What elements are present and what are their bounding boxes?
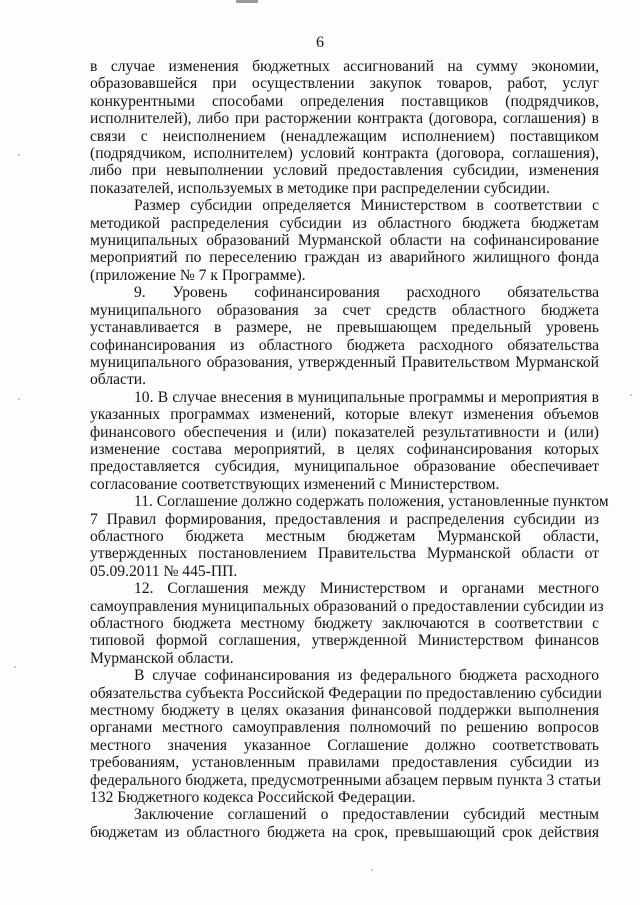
text-line: мероприятий по переселению граждан из аварийного жилищного фонда: [90, 249, 599, 267]
text-line: В случае софинансирования из федерального бюджета расходного: [134, 667, 599, 685]
paragraph: [90, 389, 599, 493]
scan-top-mark: [236, 0, 258, 3]
paragraph: [90, 58, 599, 197]
text-line: 7 Правил формирования, предоставления и распределения субсидии из: [90, 510, 599, 528]
text-line: либо при невыполнении условий предоставления субсидии, изменения: [90, 162, 599, 180]
text-line: муниципального образования, утвержденный Правительством Мурманской: [90, 353, 599, 371]
text-line: (подрядчиком, исполнителем) условий контракта (договора, соглашения),: [90, 145, 599, 163]
text-line: 11. Соглашение должно содержать положения, установленные пунктом: [134, 493, 609, 511]
paragraph: [90, 806, 599, 841]
text-line: устанавливается в размере, не превышающем предельный уровень: [90, 319, 599, 337]
text-line: области.: [90, 371, 147, 389]
paragraph: [90, 197, 599, 284]
text-line: Заключение соглашений о предоставлении субсидий местным: [134, 806, 599, 824]
text-line: показателей, используемых в методике при распределении субсидии.: [90, 179, 550, 197]
text-line: Мурманской области.: [90, 649, 234, 667]
text-line: 9. Уровень софинансирования расходного обязательства: [134, 284, 599, 302]
text-line: 132 Бюджетного кодекса Российской Федерации.: [90, 789, 416, 807]
text-line: Размер субсидии определяется Министерством в соответствии с: [134, 197, 599, 215]
scan-speck: [14, 666, 16, 668]
text-line: органами местного самоуправления полномочий по решению вопросов: [90, 719, 599, 737]
text-line: согласование соответствующих изменений с Министерством.: [90, 475, 500, 493]
text-line: местного значения указанное Соглашение должно соответствовать: [90, 736, 599, 754]
text-line: указанных программах изменений, которые влекут изменения объемов: [90, 406, 599, 424]
text-line: исполнителей), либо при расторжении контракта (договора, соглашения) в: [90, 110, 599, 128]
text-line: 12. Соглашения между Министерством и органами местного: [134, 580, 599, 598]
text-line: муниципального образования за счет средств областного бюджета: [90, 301, 599, 319]
text-line: муниципальных образований Мурманской области на софинансирование: [90, 232, 599, 250]
text-line: типовой формой соглашения, утвержденной Министерством финансов: [90, 632, 599, 650]
scan-speck: [630, 394, 632, 396]
text-line: требованиям, установленным правилами предоставления субсидии из: [90, 754, 599, 772]
text-line: конкурентными способами определения поставщиков (подрядчиков,: [90, 92, 599, 110]
text-line: областного бюджета местному бюджету заключаются в соответствии с: [90, 615, 599, 632]
text-line: финансового обеспечения и (или) показателей результативности и (или): [90, 423, 599, 441]
paragraph: [90, 284, 599, 388]
text-line: методикой распределения субсидии из областного бюджета бюджетам: [90, 214, 599, 232]
paragraph: [90, 667, 602, 807]
paragraph: [90, 493, 609, 580]
body-text: [90, 58, 609, 841]
text-line: связи с неисполнением (ненадлежащим исполнением) поставщиком: [90, 127, 599, 145]
scan-speck: [18, 398, 20, 400]
page-number: 6: [316, 34, 324, 51]
text-line: предоставляется субсидия, муниципальное образование обеспечивает: [90, 458, 599, 476]
text-line: утвержденных постановлением Правительства Мурманской области от: [90, 545, 599, 563]
text-line: 05.09.2011 № 445-ПП.: [90, 562, 238, 580]
text-line: самоуправления муниципальных образований о предоставлении субсидии из: [90, 597, 604, 615]
text-line: (приложение № 7 к Программе).: [90, 266, 306, 284]
paragraph: [90, 580, 604, 667]
text-line: областного бюджета местным бюджетам Мурманской области,: [90, 527, 599, 545]
text-line: бюджетам из областного бюджета на срок, превышающий срок действия: [90, 823, 599, 841]
text-line: обязательства субъекта Российской Федерации по предоставлению субсидии: [90, 684, 602, 702]
text-line: изменение состава мероприятий, в целях софинансирования которых: [90, 440, 599, 458]
scan-speck: [371, 869, 373, 871]
scan-speck: [18, 154, 20, 156]
text-line: образовавшейся при осуществлении закупок товаров, работ, услуг: [90, 75, 599, 93]
text-line: местному бюджету в целях оказания финансовой поддержки выполнения: [90, 702, 599, 720]
text-line: в случае изменения бюджетных ассигнований на сумму экономии,: [90, 58, 599, 75]
text-line: федерального бюджета, предусмотренными абзацем первым пункта 3 статьи: [90, 771, 601, 789]
text-line: софинансирования из областного бюджета расходного обязательства: [90, 336, 599, 354]
text-line: 10. В случае внесения в муниципальные программы и мероприятия в: [134, 388, 599, 406]
